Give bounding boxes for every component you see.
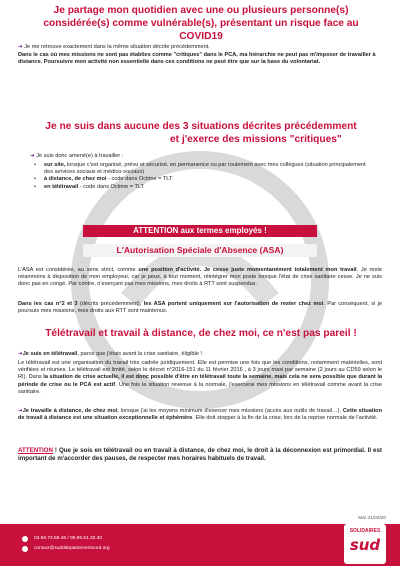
arrow-right-icon: ➔ bbox=[18, 44, 23, 50]
asa-title: L'Autorisation Spéciale d'Absence (ASA) bbox=[83, 244, 317, 257]
section3-paragraph-2: Le télétravail est une organisation du travail très cadrée juridiquement. Elle est permise une fois que les conditions, notamment matérielles, sont vérifiées et réunies. Le télétravail est limité, selon le décret n°2016-151 du 11 février 2016 , à 3 jours maxi par semaine (2 jours au CD59 selon le RI). Dans la situation de crise actuelle, il est donc possible d'être en télétravail toute la semaine, mais cela ne sera possible que durant la période de crise ou le PCA est actif. Une fois la situation revenue à la normale, j'exercerai mes missions en télétravail comme avant la crise sanitaire. bbox=[18, 360, 382, 395]
document-date: Mai 31/03/20 bbox=[358, 516, 386, 521]
section2-title-line1: Je ne suis dans aucune des 3 situations décrites précédemment bbox=[45, 121, 357, 132]
section2-bullet-list bbox=[34, 162, 374, 191]
list-item: • à distance, de chez moi - code dans Octime = TLT bbox=[34, 176, 374, 183]
section3-paragraph-4: ATTENTION ! Que je sois en télétravail ou en travail à distance, de chez moi, le droit à la déconnexion est primordial. Il est important de m'accorder des pauses, de respecter mes horaires habituels de travail. bbox=[18, 447, 382, 462]
phone-icon bbox=[22, 536, 28, 542]
arrow-right-icon: ➔ bbox=[18, 408, 23, 414]
section1-paragraph: Dans le cas où mes missions ne sont pas établies comme "critiques" dans le PCA, ma hiérarchie ne peut pas m'imposer de travailler à distance. Poursuivre mon activité non essentielle dans ces conditions ne peut être que sur la base du volontariat. bbox=[18, 52, 376, 66]
attention-banner: ATTENTION aux termes employés ! bbox=[83, 225, 317, 237]
section3-paragraph-1: ➔Je suis en télétravail, parce que j'étais avant la crise sanitaire, éligible ! bbox=[18, 351, 202, 357]
section1-line1: ➔ Je me retrouve exactement dans la même situation décrite précédemment. bbox=[18, 44, 210, 50]
sud-logo: SOLIDAIRES sud bbox=[344, 524, 386, 564]
footer bbox=[0, 524, 400, 566]
asa-paragraph-2: Dans les cas n°2 et 3 (décrits précédemment), les ASA portent uniquement sur l'autorisation de rester chez moi. Par conséquent, si je poursuis mes missions, mes droits aux RTT sont maintenus. bbox=[18, 301, 382, 315]
list-item: • sur site, lorsque c'est organisé, prévu et sécurisé, en permanence ou par roulement avec mes collègues (situation principalement des services sociaux et médico-sociaux) bbox=[34, 162, 374, 176]
list-item: • en télétravail - code dans Octime = TLT bbox=[34, 184, 374, 191]
section2-intro: ➔ Je suis donc amené(e) à travailler : bbox=[30, 153, 124, 159]
arrow-right-icon: ➔ bbox=[30, 153, 35, 159]
footer-phone: 03.59.73.58.46 / 06.95.51.33.30 bbox=[34, 536, 103, 541]
email-icon bbox=[22, 546, 28, 552]
section1-title: Je partage mon quotidien avec une ou plusieurs personne(s) considérée(s) comme vulnérable(s), présentant un risque face au COVID19 bbox=[43, 5, 359, 42]
section3-title: Télétravail et travail à distance, de chez moi, ce n'est pas pareil ! bbox=[45, 328, 357, 339]
footer-email: contact@sudddepartementnord.org bbox=[34, 546, 110, 551]
asa-paragraph-1: L'ASA est considérée, au sens strict, comme une position d'activité. Je cesse juste momentanément totalement mon travail. Je reste néanmoins à disposition de mon employeur, car je peux, à tout moment, réintégrer mon poste lorsque l'état de crise sanitaire cesse. Je ne suis donc pas en congé. Par contre, n'exerçant pas mes missions, mes droits à RTT sont suspendus. bbox=[18, 267, 382, 288]
arrow-right-icon: ➔ bbox=[18, 351, 23, 357]
section3-paragraph-3: ➔Je travaille à distance, de chez moi, lorsque j'ai les moyens minimum d'exercer mes missions (accès aux outils de travail…). Cette situation de travail à distance est une situation exceptionnelle et éphémère. Elle doit stopper à la fin de la crise, lors de la reprise normale de l'activité. bbox=[18, 408, 382, 422]
section2-title-line2: et j'exerce des missions "critiques" bbox=[170, 134, 342, 145]
